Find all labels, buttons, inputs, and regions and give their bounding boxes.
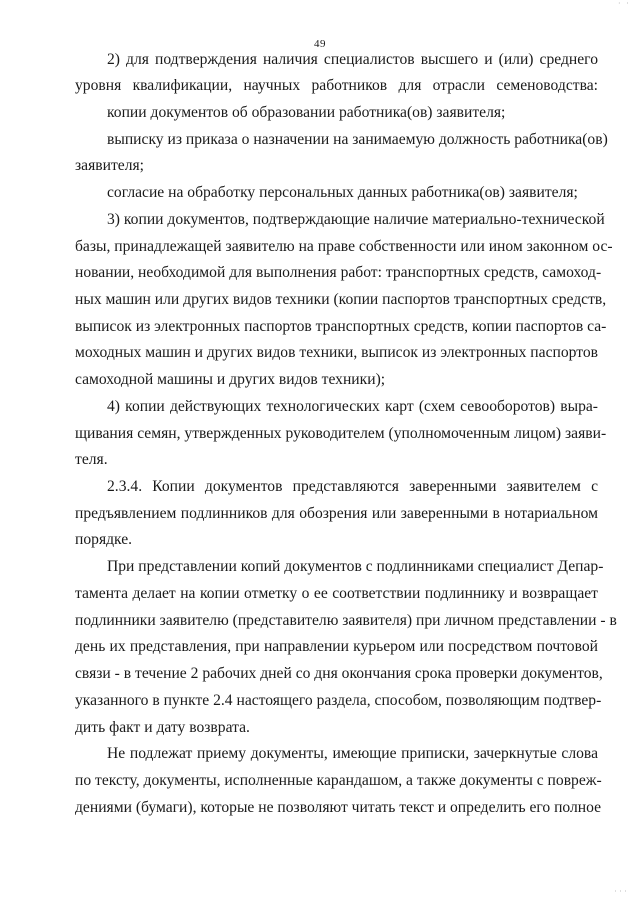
text-line: моходных машин и других видов техники, выписок из электронных паспортов: [75, 344, 598, 361]
text-line: выписок из электронных паспортов транспортных средств, копии паспортов са-: [75, 318, 607, 335]
text-line: тамента делает на копии отметку о ее соответствии подлиннику и возвращает: [75, 585, 598, 602]
text-line: теля.: [75, 451, 108, 468]
text-line: новании, необходимой для выполнения работ: транспортных средств, самоход-: [75, 264, 602, 281]
text-line: ных машин или других видов техники (копии паспортов транспортных средств,: [75, 291, 607, 308]
text-line: 2) для подтверждения наличия специалистов высшего и (или) среднего: [107, 51, 598, 68]
text-line: 2.3.4. Копии документов представляются заверенными заявителем с: [107, 478, 598, 495]
text-line: Не подлежат приему документы, имеющие приписки, зачеркнутые слова: [107, 745, 598, 762]
page-number: 49: [314, 38, 326, 50]
text-line: дить факт и дату возврата.: [75, 719, 250, 736]
text-line: выписку из приказа о назначении на занимаемую должность работника(ов): [107, 131, 608, 148]
text-line: день их представления, при направлении курьером или посредством почтовой: [75, 638, 598, 655]
text-line: согласие на обработку персональных данных работника(ов) заявителя;: [107, 184, 578, 201]
text-line: При представлении копий документов с подлинниками специалист Депар-: [107, 558, 604, 575]
scan-artifact-top: ˙ ˙: [616, 2, 630, 13]
text-line: уровня квалификации, научных работников для отрасли семеноводства:: [75, 77, 598, 94]
text-line: щивания семян, утвержденных руководителем (уполномоченным лицом) заяви-: [75, 425, 607, 442]
text-line: самоходной машины и других видов техники);: [75, 371, 386, 388]
text-line: предъявлением подлинников для обозрения или заверенными в нотариальном: [75, 505, 598, 522]
scan-artifact-bottom: ˙˙˙: [613, 890, 628, 901]
text-line: 4) копии действующих технологических карт (схем севооборотов) выра-: [107, 398, 598, 415]
text-line: подлинники заявителю (представителю заявителя) при личном представлении - в: [75, 612, 617, 629]
text-line: по тексту, документы, исполненные карандашом, а также документы с повреж-: [75, 772, 602, 789]
text-line: указанного в пункте 2.4 настоящего раздела, способом, позволяющим подтвер-: [75, 692, 602, 709]
text-line: копии документов об образовании работника(ов) заявителя;: [107, 104, 506, 121]
text-line: базы, принадлежащей заявителю на праве собственности или ином законном ос-: [75, 238, 613, 255]
text-line: дениями (бумаги), которые не позволяют читать текст и определить его полное: [75, 799, 602, 816]
text-line: заявителя;: [75, 157, 144, 174]
text-line: 3) копии документов, подтверждающие наличие материально-технической: [107, 211, 605, 228]
text-line: порядке.: [75, 531, 133, 548]
text-line: связи - в течение 2 рабочих дней со дня окончания срока проверки документов,: [75, 665, 603, 682]
